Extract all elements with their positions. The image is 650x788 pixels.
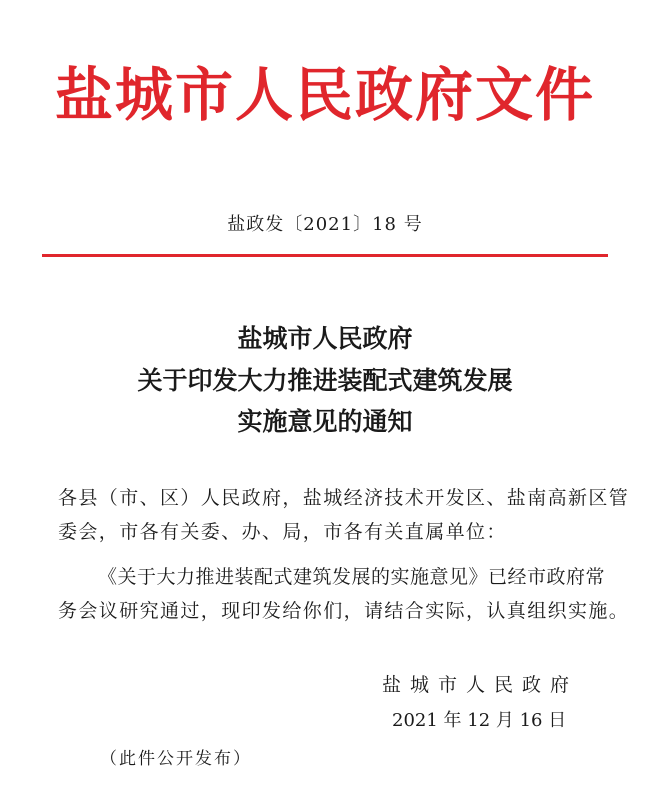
masthead-title: 盐城市人民政府文件	[54, 61, 595, 129]
body-paragraph-line-2: 务会议研究通过，现印发给你们，请结合实际，认真组织实施。	[58, 600, 630, 622]
body-paragraph-line-1: 《关于大力推进装配式建筑发展的实施意见》已经市政府常	[98, 566, 606, 588]
notice-title-line-1: 盐城市人民政府	[237, 324, 413, 353]
red-divider-line	[42, 254, 608, 257]
document-number: 盐政发〔2021〕18 号	[227, 214, 423, 235]
notice-title-line-3: 实施意见的通知	[237, 407, 413, 436]
addressee-line-1: 各县（市、区）人民政府，盐城经济技术开发区、盐南高新区管	[58, 487, 630, 509]
issue-date: 2021 年 12 月 16 日	[392, 710, 567, 731]
issuing-authority: 盐城市人民政府	[382, 674, 579, 696]
publication-note: （此件公开发布）	[100, 749, 252, 769]
notice-title-line-2: 关于印发大力推进装配式建筑发展	[137, 366, 513, 395]
addressee-line-2: 委会，市各有关委、办、局，市各有关直属单位：	[58, 521, 507, 543]
